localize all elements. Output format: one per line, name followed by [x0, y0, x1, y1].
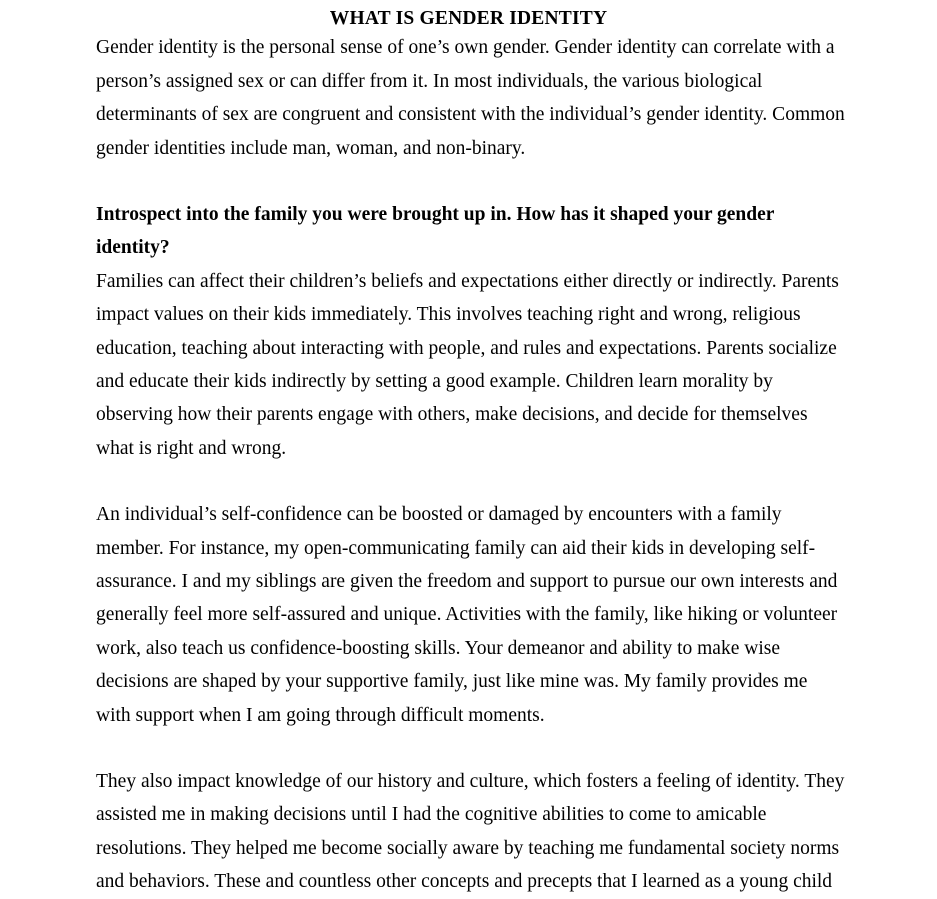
paragraph-history-culture: They also impact knowledge of our history and culture, which fosters a feeling of identity. They assisted me in making decisions until I had the cognitive abilities to come to amicable resolutions. They helped me become socially aware by teaching me fundamental society norms and behaviors. These and countless other concepts and precepts that I learned as a young child — [96, 771, 845, 893]
page-title: WHAT IS GENDER IDENTITY — [329, 8, 608, 29]
paragraph-self-confidence: An individual’s self-confidence can be boosted or damaged by encounters with a family member. For instance, my open-communicating family can aid their kids in developing self-assurance. I and my siblings are given the freedom and support to pursue our own interests and generally feel more self-assured and unique. Activities with the family, like hiking or volunteer work, also teach us confidence-boosting skills. Your demeanor and ability to make wise decisions are shaped by your supportive family, just like mine was. My family provides me with support when I am going through difficult moments. — [96, 504, 838, 726]
paragraph-intro: Gender identity is the personal sense of one’s own gender. Gender identity can correlate with a person’s assigned sex or can differ from it. In most individuals, the various biological determinants of sex are congruent and consistent with the individual’s gender identity. Common gender identities include man, woman, and non-binary. — [96, 37, 845, 159]
paragraph-families-affect: Families can affect their children’s beliefs and expectations either directly or indirectly. Parents impact values on their kids immediately. This involves teaching right and wrong, religious education, teaching about interacting with people, and rules and expectations. Parents socialize and educate their kids indirectly by setting a good example. Children learn morality by observing how their parents engage with others, make decisions, and decide for themselves what is right and wrong. — [96, 270, 839, 459]
document-body — [0, 31, 937, 898]
section-heading-family-question: Introspect into the family you were brought up in. How has it shaped your gender identity? — [96, 203, 775, 259]
document-page — [0, 6, 937, 893]
